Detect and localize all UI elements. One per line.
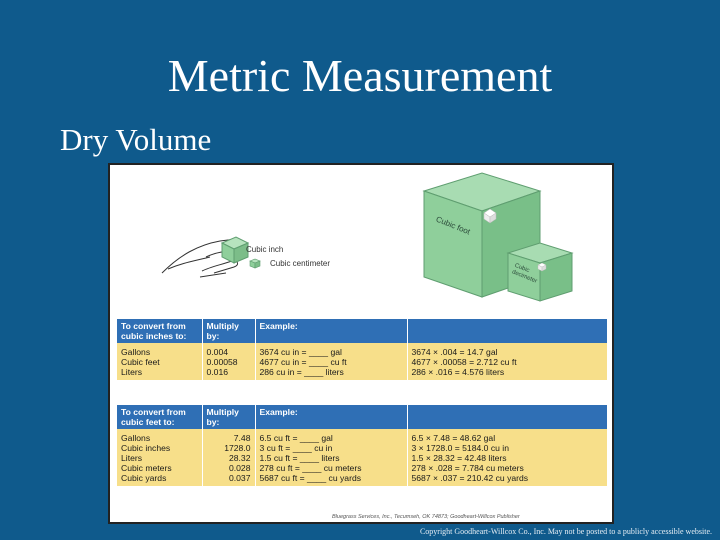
unit-cell: Gallons xyxy=(117,429,202,443)
slide-subtitle: Dry Volume xyxy=(60,122,212,157)
unit-cell: Cubic yards xyxy=(117,473,202,486)
factor-cell: 0.016 xyxy=(202,367,255,380)
unit-cell: Cubic inches xyxy=(117,443,202,453)
cubic-feet-table xyxy=(117,405,608,486)
unit-cell: Gallons xyxy=(117,343,202,357)
figure-credit: Bluegrass Services, Inc., Tecumseh, OK 74873; Goodheart-Willcox Publisher xyxy=(332,514,520,520)
table-row xyxy=(117,473,607,486)
solution-cell: 5687 × .037 = 210.42 cu yards xyxy=(407,473,607,486)
column-header: Example: xyxy=(255,405,407,429)
example-cell: 3 cu ft = ____ cu in xyxy=(255,443,407,453)
column-header: To convert from cubic inches to: xyxy=(117,319,202,343)
table-row xyxy=(117,463,607,473)
example-cell: 4677 cu in = ____ cu ft xyxy=(255,357,407,367)
example-cell: 6.5 cu ft = ____ gal xyxy=(255,429,407,443)
column-header: To convert from cubic feet to: xyxy=(117,405,202,429)
cubic-centimeter-label: Cubic centimeter xyxy=(270,259,331,268)
factor-cell: 0.00058 xyxy=(202,357,255,367)
factor-cell: 7.48 xyxy=(202,429,255,443)
column-header: Multiply by: xyxy=(202,405,255,429)
table-row xyxy=(117,343,607,357)
cubic-inch-label: Cubic inch xyxy=(246,245,284,254)
slide-title: Metric Measurement xyxy=(167,50,553,101)
column-header: Example: xyxy=(255,319,407,343)
solution-cell: 6.5 × 7.48 = 48.62 gal xyxy=(407,429,607,443)
volume-illustration xyxy=(110,165,612,317)
table-row xyxy=(117,367,607,380)
cubic-inch-cube xyxy=(222,237,248,263)
figure-panel xyxy=(108,163,614,524)
factor-cell: 0.028 xyxy=(202,463,255,473)
unit-cell: Cubic feet xyxy=(117,357,202,367)
factor-cell: 0.037 xyxy=(202,473,255,486)
copyright-notice: Copyright Goodheart-Willcox Co., Inc. May not be posted to a publicly accessible website. xyxy=(419,527,712,536)
column-header: Multiply by: xyxy=(202,319,255,343)
column-header xyxy=(407,405,607,429)
solution-cell: 3674 × .004 = 14.7 gal xyxy=(407,343,607,357)
solution-cell: 278 × .028 = 7.784 cu meters xyxy=(407,463,607,473)
table-row xyxy=(117,443,607,453)
factor-cell: 28.32 xyxy=(202,453,255,463)
solution-cell: 1.5 × 28.32 = 42.48 liters xyxy=(407,453,607,463)
example-cell: 278 cu ft = ____ cu meters xyxy=(255,463,407,473)
example-cell: 286 cu in = ____ liters xyxy=(255,367,407,380)
factor-cell: 1728.0 xyxy=(202,443,255,453)
table-row xyxy=(117,429,607,443)
unit-cell: Liters xyxy=(117,453,202,463)
solution-cell: 286 × .016 = 4.576 liters xyxy=(407,367,607,380)
cubic-decimeter-label: Cubic decimeter xyxy=(511,262,538,285)
solution-cell: 3 × 1728.0 = 5184.0 cu in xyxy=(407,443,607,453)
table-row xyxy=(117,453,607,463)
column-header xyxy=(407,319,607,343)
unit-cell: Liters xyxy=(117,367,202,380)
factor-cell: 0.004 xyxy=(202,343,255,357)
example-cell: 1.5 cu ft = ____ liters xyxy=(255,453,407,463)
cubic-centimeter-cube xyxy=(250,259,260,268)
cubic-inches-table xyxy=(117,319,608,380)
unit-cell: Cubic meters xyxy=(117,463,202,473)
example-cell: 3674 cu in = ____ gal xyxy=(255,343,407,357)
solution-cell: 4677 × .00058 = 2.712 cu ft xyxy=(407,357,607,367)
table-row xyxy=(117,357,607,367)
cubic-foot-label: Cubic foot xyxy=(434,214,472,237)
example-cell: 5687 cu ft = ____ cu yards xyxy=(255,473,407,486)
